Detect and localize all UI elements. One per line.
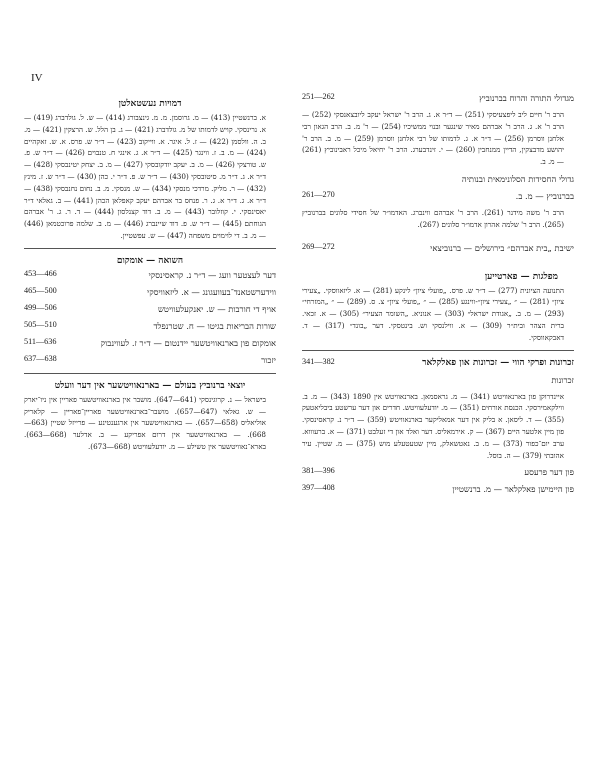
entry-title: ישיבת „בית אברהם״ בירושלים — ברנוביצאי <box>430 242 574 253</box>
section-heading: מפלגות — פארטייען <box>484 271 558 282</box>
toc-entry[interactable] <box>302 92 574 105</box>
page-range: 381—396 <box>302 466 335 476</box>
toc-entry[interactable] <box>302 190 574 203</box>
toc-entry[interactable] <box>24 303 276 316</box>
toc-entry[interactable] <box>302 483 574 496</box>
entry-title: זכרונות ופרקי הווי — זכרונות און פאלקלאר <box>422 357 574 368</box>
page-range: 499—506 <box>24 302 57 312</box>
toc-entry[interactable] <box>302 374 574 387</box>
toc-column-right <box>302 92 574 500</box>
page-number: IV <box>31 72 43 84</box>
section-divider <box>24 373 276 374</box>
toc-entry[interactable] <box>24 320 276 333</box>
page-range: 251—262 <box>302 92 335 101</box>
page-range: 269—272 <box>302 241 335 251</box>
entry-title: גדולי החסידות הסלונימאית ובנותיה <box>461 173 574 184</box>
entry-title: פון דער פרעסע <box>524 467 574 478</box>
entry-title: שורות הבריאות בגיטו — ח. שטרנפלד <box>153 320 276 331</box>
entry-title: אומקום פון בארנאוויטשער יידנטום — ד״ר ז. לעווינבוק <box>100 337 276 348</box>
entry-title: יזכור <box>261 354 276 365</box>
entry-title: ווידערשטאנד־בעוועגונג — א. ליזאוויסקי <box>147 286 276 297</box>
section-divider <box>302 350 574 351</box>
toc-entry[interactable] <box>24 286 276 299</box>
entry-contents: הרב ר' חיים ליב ליפצעיסקי (251) — ד״ר א. ג. הרב ר' ישראל יעקב ליובצאנסקי (252) — הרב ר' א. ג. הרב ר' אברהם מאיר שינגער ובנוי ממשיכיו (254) — ר' מ. ב. הרב הגאון רבי אלחנן ווסרמן (256) — ד״ר א. ג. לדמותו של רבי אלחנן ווסרמן (259) — מ. ב. הרב ר' יהושע מדבצקין, הדיין ממנחבין (260) — י. זינדבערג. הרב ר' יחיאל מיכל ראבינוביץ (261) — מ. ב. <box>302 110 564 167</box>
entry-contents: איינדרוקן פון בארנאוויטש (341) — מ. גראסמאן. בארנאוויטש אין 1890 (343) — מ. ב. ווילקאמירסקי. הכנסת אורחים (351) — מ. יודעלעוויטש. חדרים און דער ערשטע ביבליאטעק (355) — ד. ליסאן. א בליק אין דער אמאליקער בארנאוויטש (359) — ד״ר נ. קראסינסקי. פון מיין אלטער היים (367) — ק. אירמאליס. דער ואלד און די זעלבט (371) — א. ברעוווא. ערב יום־כפור (373) — מ. ב. נאטשאלק, מיין שטעטעלע מוש (375) — מ. שטיין. עיר אהובתי (379) — ה. בוסל. <box>302 391 565 460</box>
entry-contents: בישראל — נ. קרוגינסקי (641—647). מושבר אין בארנאוויטשער פאריין אין ניו־יארק — ש. גאלאי (647—657). מושבר־בארנאוויטשער פאריין־פאריין — קלאריק אוליאליס (658—657). — בארנאוויטשער אין ארגענטינע — פרייזל שטיין (663—668). — בארנאוויטשער אין דרום אפריקע — ב. אדלער (668—663). בארא־נאוויטשער אין טשילע — מ. יודעלעוויטש (668—673). <box>24 394 267 451</box>
toc-entry[interactable] <box>302 242 574 255</box>
entry-title: פון היימישן פאלקלאר — מ. ברנשטיין <box>452 484 574 495</box>
entry-title: זכרונות <box>551 374 574 385</box>
toc-entry[interactable] <box>24 354 276 367</box>
section-heading: השואה — אומקום <box>116 255 184 266</box>
page-range: 341—382 <box>302 356 335 366</box>
toc-entry[interactable] <box>302 173 574 186</box>
section-heading: יוצאי ברנוביץ בעולם — בארנאוויטשער אין דער וועלט <box>54 380 246 391</box>
toc-entry[interactable] <box>24 269 276 282</box>
page-range: 505—510 <box>24 319 57 329</box>
toc-entry[interactable] <box>302 466 574 479</box>
entry-title: דער לעצטער וועג — ד״ר נ. קראסינסקי <box>148 269 276 280</box>
entry-contents: התנועה הציונית (277) — ד״ר ש. פרס. „פועלי ציון״ לינקע (281) — א. ליזאווסקי. „צעירי ציון״ (281) — ״ „צעירי ציון״-ווינגע (285) — ״ „פועלי ציון״ צ. ס. (289) — ״ „המזרחי״ (293) — מ. ב. „אגודת ישראל״ (303) — אנוניא. „השומר הצעיר״ (305) — א. זכאי. ברית הצהר ובית״ר (309) — א. ווילנסקי וש. בינטסקי. דער „בונד״ (317) — ד. דאבקאווסקי. <box>302 285 565 342</box>
section-heading: דמויות נעשטאלטן <box>118 99 182 109</box>
toc-entry[interactable] <box>302 357 574 370</box>
page-range: 511—636 <box>24 336 57 346</box>
toc-entry[interactable] <box>24 337 276 350</box>
page-range: 637—638 <box>24 353 57 363</box>
entry-title: בברנוביץ — מ. ב. <box>515 190 574 201</box>
page-range: 261—270 <box>302 189 335 199</box>
page-range: 453—466 <box>24 268 57 278</box>
page-range: 465—500 <box>24 285 57 295</box>
entry-contents: הרב ר' משה מידנר (261). הרב ר' אברהם ווינברג. האדמו״ר של חסידי סלונים בברנוביץ (265). הרב ר' שלמה אהרון אדמו״ר סלונים (267). <box>302 207 564 229</box>
entry-contents: א. ברנשטיין (413) — מ. גרוסמן. מ. מ. גינצבורג (414) — ש. ל. גולדברג (419) — א. נרינסקי. קויש לדמותו של מ. גולדברג (421) — ג. בן הלל. ש. הרצקין (421) — מ. ב. ה. וולסמן (422) — ז. ל. איגר. א. ווייקוב (423) — ד״ר ש. פרס. א. ש. זאקהיים (424) — מ. ב. ז. ווינגר (425) — ד״ר א. ג. אינגי ח. טנבוים (426) — ד״ר ש. פ. ש. טורצקי (426) — מ. ב. יעקב יודקובסקי (427) — מ. ב. יצחק יטינבסקי (428) — ד״ר א. ג. ד״ר מ. סיטובסקי (430) — ד״ר ש. פ. ד״ר י. כהן (430) — ד״ר ש. ז. מינץ (432) — ר. מליק. מרדכי מנסקי (434) — ש. מנסקי. מ. ב. נחום נחנבסקי (438) — ד״ר א. ג. ד״ר א. ג. ר. פנחס בר אברהם יעקב קאפלאן הכהן (441) — ב. גאלאי ד״ר יאסינסקי. י. קוזלובר (443) — מ. ב. דוד קצנלסון (444) — ד. ר. ג. ר' אברהם הגוחתם (445) — ד״ר ש. פ. דוד שיינברג (446) — מ. ב. שלמה פרוכטמאן (446) — מ. ב. די לוימוים משפחה (447) — ש. עפשטיין. <box>24 113 267 240</box>
toc-column-left <box>24 92 276 458</box>
section-divider <box>24 248 276 249</box>
page-range: 397—408 <box>302 483 335 493</box>
entry-title: מגדולי התורה והרוח בברנוביץ <box>479 93 574 103</box>
entry-title: אויף די חורבות — ש. יאנקעלעוויטש <box>158 303 276 314</box>
